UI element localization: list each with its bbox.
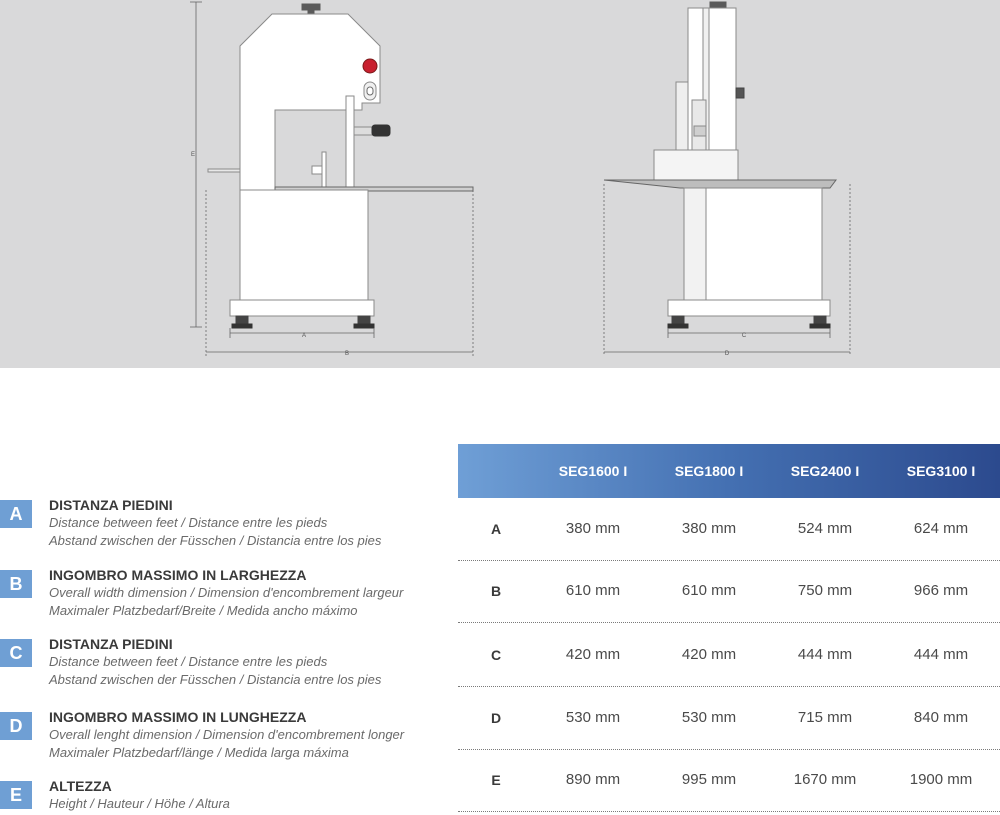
legend-line2-d: Maximaler Platzbedarf/länge / Medida larga máxima — [49, 745, 349, 760]
column-header-seg1800: SEG1800 I — [674, 463, 744, 479]
row-label: C — [490, 647, 502, 663]
legend-line1-d: Overall lenght dimension / Dimension d'encombrement longer — [49, 727, 405, 742]
table-row — [458, 749, 1000, 812]
legend-title-b: INGOMBRO MASSIMO IN LARGHEZZA — [49, 567, 307, 583]
row-label: A — [490, 521, 502, 537]
row-label: D — [490, 710, 502, 726]
table-cell: 380 mm — [681, 520, 737, 537]
table-row — [458, 560, 1000, 623]
table-cell: 1670 mm — [793, 771, 857, 788]
table-header — [458, 444, 1000, 498]
legend-title-e: ALTEZZA — [49, 778, 112, 794]
table-cell: 444 mm — [913, 646, 969, 663]
legend-badge-e: E — [0, 781, 32, 809]
legend-line2-b: Maximaler Platzbedarf/Breite / Medida ancho máximo — [49, 603, 358, 618]
column-header-seg2400: SEG2400 I — [790, 463, 860, 479]
table-cell: 610 mm — [681, 582, 737, 599]
legend-line2-a: Abstand zwischen der Füsschen / Distancia entre los pies — [49, 533, 382, 548]
table-cell: 420 mm — [681, 646, 737, 663]
legend-title-a: DISTANZA PIEDINI — [49, 497, 173, 513]
table-cell: 624 mm — [913, 520, 969, 537]
dimension-label-b: B — [344, 351, 350, 357]
legend-badge-a: A — [0, 500, 32, 528]
legend-badge-d: D — [0, 712, 32, 740]
table-cell: 715 mm — [797, 709, 853, 726]
row-label: B — [490, 583, 502, 599]
table-cell: 750 mm — [797, 582, 853, 599]
table-cell: 420 mm — [565, 646, 621, 663]
table-cell: 610 mm — [565, 582, 621, 599]
dimension-label-e: E — [190, 152, 196, 158]
legend-line1-e: Height / Hauteur / Höhe / Altura — [49, 796, 230, 811]
front-view-drawing — [208, 4, 473, 328]
table-row — [458, 687, 1000, 750]
side-view-drawing — [604, 2, 836, 328]
machine-drawings-svg — [0, 0, 1000, 368]
dimension-label-a: A — [301, 333, 307, 339]
dimension-label-c: C — [741, 333, 747, 339]
legend-line2-c: Abstand zwischen der Füsschen / Distancia entre los pies — [49, 672, 382, 687]
table-cell: 890 mm — [565, 771, 621, 788]
table-cell: 530 mm — [565, 709, 621, 726]
table-cell: 840 mm — [913, 709, 969, 726]
column-header-seg3100: SEG3100 I — [906, 463, 976, 479]
legend-badge-b: B — [0, 570, 32, 598]
table-cell: 966 mm — [913, 582, 969, 599]
table-row — [458, 498, 1000, 561]
table-cell: 995 mm — [681, 771, 737, 788]
legend-line1-c: Distance between feet / Distance entre les pieds — [49, 654, 328, 669]
table-row — [458, 624, 1000, 687]
legend-title-c: DISTANZA PIEDINI — [49, 636, 173, 652]
legend-title-d: INGOMBRO MASSIMO IN LUNGHEZZA — [49, 709, 307, 725]
row-label: E — [491, 772, 501, 788]
column-header-seg1600: SEG1600 I — [558, 463, 628, 479]
table-cell: 524 mm — [797, 520, 853, 537]
table-cell: 1900 mm — [909, 771, 973, 788]
table-cell: 530 mm — [681, 709, 737, 726]
table-cell: 444 mm — [797, 646, 853, 663]
legend-badge-c: C — [0, 639, 32, 667]
legend-line1-a: Distance between feet / Distance entre les pieds — [49, 515, 328, 530]
legend-line1-b: Overall width dimension / Dimension d'encombrement largeur — [49, 585, 404, 600]
technical-drawing — [0, 0, 1000, 368]
dimension-label-d: D — [724, 351, 730, 357]
table-cell: 380 mm — [565, 520, 621, 537]
